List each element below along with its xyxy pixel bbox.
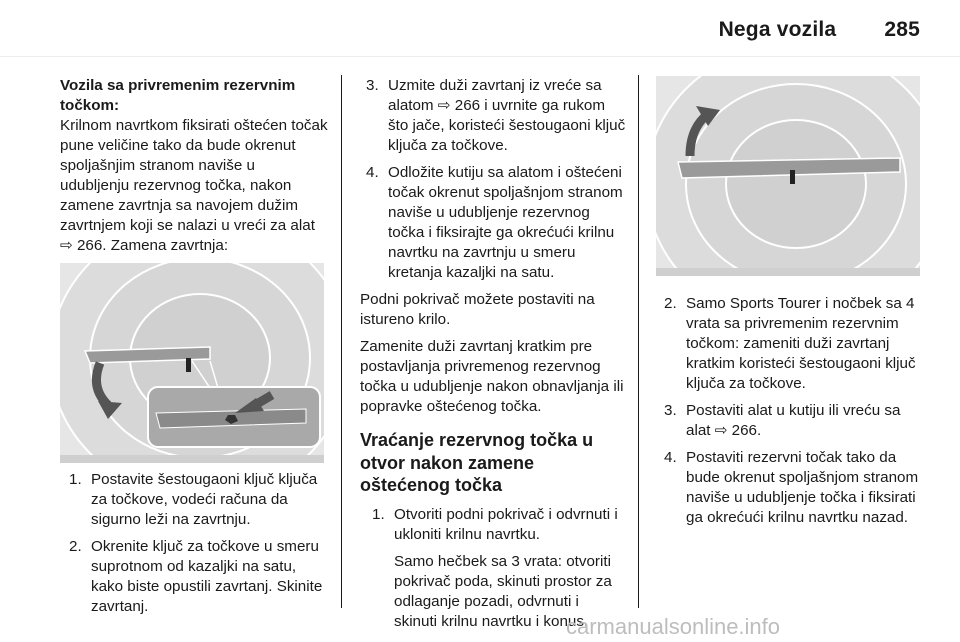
list-text: Postavite šestougaoni ključ ključa za točkove, vodeći računa da sigurno leži na zavrtnju. bbox=[91, 471, 318, 528]
list-item bbox=[664, 448, 922, 528]
list-item bbox=[664, 294, 922, 394]
header-divider bbox=[0, 56, 960, 57]
column-2 bbox=[360, 76, 626, 632]
list-number: 3. bbox=[366, 77, 379, 94]
list-number: 2. bbox=[664, 295, 677, 312]
page-header bbox=[719, 18, 920, 42]
list-item bbox=[372, 505, 626, 545]
list-item bbox=[366, 163, 626, 283]
section-heading: Vraćanje rezervnog točka u otvor nakon zamene oštećenog točka bbox=[360, 430, 594, 495]
intro-reference: ⇨ 266. Zamena zavrtnja: bbox=[60, 237, 229, 254]
intro-paragraph: Krilnom navrtkom fiksirati oštećen točak pune veličine tako da bude okrenut spoljašnjim stranom naviše u udubljenju rezervnog točka, nakon zamene zavrtnja sa navojem dužim zavrtnjem koji se nalazi u vreći za alat bbox=[60, 117, 328, 234]
paragraph-replace-bolt: Zamenite duži zavrtanj kratkim pre postavljanja privremenog rezervnog točka u udubljenje nakon obnavljanja ili popravke oštećenog točka. bbox=[360, 338, 624, 415]
list-number: 4. bbox=[664, 449, 677, 466]
list-text: Okrenite ključ za točkove u smeru suprotnom od kazaljki na satu, kako biste opustili zavrtanj. Skinite zavrtanj. bbox=[91, 538, 323, 615]
section-subheading: Vozila sa privremenim rezervnim točkom: bbox=[60, 77, 296, 114]
page-title: Nega vozila bbox=[718, 18, 837, 41]
watermark[interactable]: carmanualsonline.info bbox=[566, 614, 781, 639]
page-number: 285 bbox=[884, 18, 920, 41]
spare-wheel-figure bbox=[656, 76, 920, 276]
column-1 bbox=[60, 76, 328, 617]
list-item bbox=[69, 470, 328, 530]
list-item bbox=[69, 537, 328, 617]
list-number: 2. bbox=[69, 538, 82, 555]
list-text: Postaviti alat u kutiju ili vreću sa alat ⇨ 266. bbox=[686, 402, 901, 439]
list-item bbox=[664, 401, 922, 441]
list-text: Uzmite duži zavrtanj iz vreće sa alatom ⇨ 266 i uvrnite ga rukom što jače, koristeći šestougaoni ključ ključa za točkove. bbox=[388, 77, 626, 154]
list-number: 1. bbox=[69, 471, 82, 488]
list-number: 1. bbox=[372, 505, 385, 523]
column-3 bbox=[656, 76, 922, 528]
list-text: Postaviti rezervni točak tako da bude okrenut spoljašnjom stranom naviše u udubljenje točka i fiksirati ga okrećući krilnu navrtku nazad. bbox=[686, 449, 919, 526]
list-subparagraph: Samo hečbek sa 3 vrata: otvoriti pokrivač poda, skinuti prostor za odlaganje pozadi, odvrnuti i skinuti krilnu navrtku i konus. bbox=[394, 552, 612, 630]
list-number: 3. bbox=[664, 402, 677, 419]
list-text: Odložite kutiju sa alatom i oštećeni točak okrenut spoljašnjom stranom naviše u udubljenje rezervnog točka i fiksirajte ga okrećući krilnu navrtku na zavrtnju u smeru kretanja kazaljki na satu. bbox=[388, 164, 623, 281]
paragraph-cover: Podni pokrivač možete postaviti na istureno krilo. bbox=[360, 291, 595, 328]
list-item bbox=[366, 76, 626, 156]
column-divider-2 bbox=[638, 75, 639, 608]
list-number: 4. bbox=[366, 164, 379, 181]
wheel-bolt-figure bbox=[60, 263, 324, 463]
list-text: Otvoriti podni pokrivač i odvrnuti i ukloniti krilnu navrtku. bbox=[394, 505, 618, 543]
list-text: Samo Sports Tourer i nočbek sa 4 vrata sa privremenim rezervnim točkom: zameniti duži zavrtanj kratkim koristeći šestougaoni ključ ključa za točkove. bbox=[686, 295, 916, 392]
column-divider-1 bbox=[341, 75, 342, 608]
